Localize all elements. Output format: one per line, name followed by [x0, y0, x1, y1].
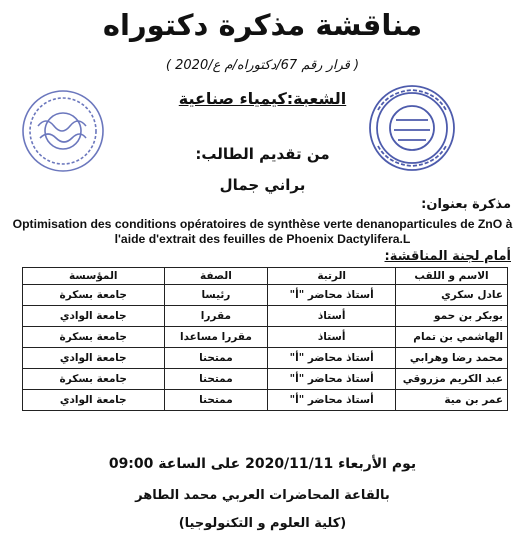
- thesis-title: [0, 217, 525, 247]
- member-institution: جامعة بسكرة: [23, 369, 165, 390]
- committee-label: أمام لجنة المناقشة:: [384, 249, 511, 264]
- column-header-institution: المؤسسة: [23, 268, 165, 285]
- member-role: مقررا: [164, 306, 268, 327]
- member-institution: جامعة الوادي: [23, 306, 165, 327]
- table-row: [23, 369, 508, 390]
- member-institution: جامعة بسكرة: [23, 285, 165, 306]
- page-title: مناقشة مذكرة دكتوراه: [102, 8, 423, 42]
- speciality-label: الشعبة:كيمياء صناعية: [178, 89, 347, 108]
- column-header-rank: الرتبة: [268, 268, 396, 285]
- member-role: رئيسا: [164, 285, 268, 306]
- decree-reference: ( قرار رقم 67/دكتوراه/م ع/2020 ): [165, 58, 360, 73]
- member-role: ممتحنا: [164, 390, 268, 411]
- member-rank: أستاذ محاضر "أ": [268, 390, 396, 411]
- presented-by-label: من تقديم الطالب:: [195, 145, 330, 163]
- committee-table: [22, 267, 508, 411]
- member-name: عبد الكريم مزروقي: [396, 369, 508, 390]
- table-row: [23, 390, 508, 411]
- thesis-label: مذكرة بعنوان:: [421, 197, 511, 212]
- member-name: عادل سكري: [396, 285, 508, 306]
- member-rank: أستاذ محاضر "أ": [268, 348, 396, 369]
- member-rank: أستاذ: [268, 306, 396, 327]
- member-institution: جامعة بسكرة: [23, 327, 165, 348]
- column-header-role: الصفة: [164, 268, 268, 285]
- thesis-title-line-1: Optimisation des conditions opératoires de synthèse verte denanoparticules de ZnO à: [12, 217, 513, 231]
- member-name: الهاشمي بن تمام: [396, 327, 508, 348]
- member-name: محمد رضا وهرابي: [396, 348, 508, 369]
- table-row: [23, 285, 508, 306]
- table-row: [23, 327, 508, 348]
- member-role: ممتحنا: [164, 348, 268, 369]
- member-institution: جامعة الوادي: [23, 390, 165, 411]
- student-name: براني جمال: [219, 176, 306, 194]
- member-role: ممتحنا: [164, 369, 268, 390]
- table-row: [23, 348, 508, 369]
- defense-venue: بالقاعة المحاضرات العربي محمد الطاهر: [135, 488, 390, 503]
- member-name: بوبكر بن حمو: [396, 306, 508, 327]
- faculty-name: (كلية العلوم و التكنولوجيا): [178, 516, 347, 531]
- table-row: [23, 306, 508, 327]
- member-rank: أستاذ محاضر "أ": [268, 369, 396, 390]
- member-name: عمر بن مية: [396, 390, 508, 411]
- column-header-name: الاسم و اللقب: [396, 268, 508, 285]
- member-rank: أستاذ: [268, 327, 396, 348]
- member-institution: جامعة الوادي: [23, 348, 165, 369]
- thesis-title-line-2: l'aide d'extrait des feuilles de Phoenix Dactylifera.L: [114, 232, 411, 246]
- member-rank: أستاذ محاضر "أ": [268, 285, 396, 306]
- member-role: مقررا مساعدا: [164, 327, 268, 348]
- defense-date-time: يوم الأربعاء 2020/11/11 على الساعة 09:00: [108, 456, 417, 472]
- table-header-row: [23, 268, 508, 285]
